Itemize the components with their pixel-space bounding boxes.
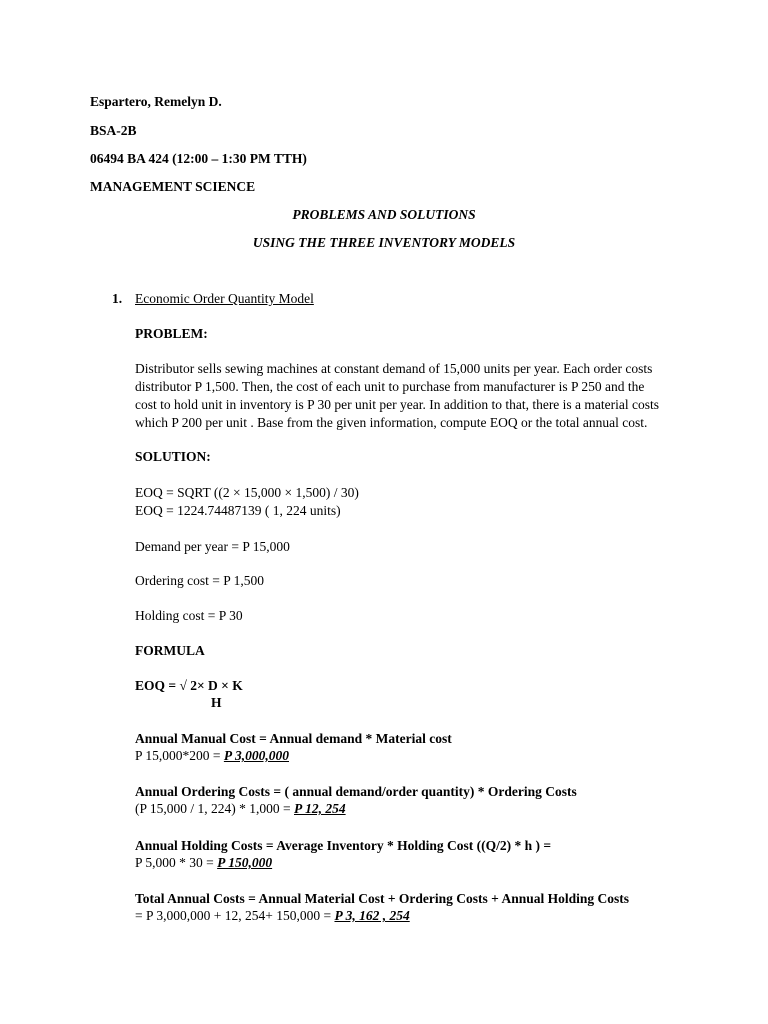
course-code: 06494 BA 424 (12:00 – 1:30 PM TTH) xyxy=(90,151,307,166)
total-cost-label: Total Annual Costs = Annual Material Cost + Ordering Costs + Annual Holding Costs xyxy=(135,891,630,906)
author-name: Espartero, Remelyn D. xyxy=(90,94,222,109)
annual-manual-expression: P 15,000*200 = xyxy=(135,748,224,763)
problem-line-1: Distributor sells sewing machines at constant demand of 15,000 units per year. Each order costs xyxy=(135,361,653,376)
total-cost-calc xyxy=(135,907,410,925)
problem-line-2: distributor P 1,500. Then, the cost of each unit to purchase from manufacturer is P 250 and the xyxy=(135,379,645,394)
annual-holding-result: P 150,000 xyxy=(217,855,273,870)
eoq-formula-denominator: H xyxy=(211,695,222,710)
annual-holding-label: Annual Holding Costs = Average Inventory * Holding Cost ((Q/2) * h ) = xyxy=(135,838,552,853)
eoq-result: EOQ = 1224.74487139 ( 1, 224 units) xyxy=(135,503,341,518)
item-number: 1. xyxy=(112,291,123,306)
annual-manual-result: P 3,000,000 xyxy=(223,748,289,763)
eoq-expression: EOQ = SQRT ((2 × 15,000 × 1,500) / 30) xyxy=(135,485,359,500)
solution-label: SOLUTION: xyxy=(135,449,211,464)
problem-line-3: cost to hold unit in inventory is P 30 per unit per year. In addition to that, there is a material costs xyxy=(135,397,660,412)
annual-ordering-expression: (P 15,000 / 1, 224) * 1,000 = xyxy=(135,801,294,816)
problem-label: PROBLEM: xyxy=(135,326,208,341)
total-cost-expression: = P 3,000,000 + 12, 254+ 150,000 = xyxy=(135,908,335,923)
annual-holding-calc xyxy=(135,854,272,872)
holding-cost-value: Holding cost = P 30 xyxy=(135,608,243,623)
annual-ordering-result: P 12, 254 xyxy=(294,801,346,816)
annual-ordering-calc xyxy=(135,800,346,818)
problem-line-4: which P 200 per unit . Base from the given information, compute EOQ or the total annual cost. xyxy=(135,415,648,430)
item-heading: Economic Order Quantity Model xyxy=(135,291,314,306)
title-line-1: PROBLEMS AND SOLUTIONS xyxy=(292,207,476,222)
annual-ordering-label: Annual Ordering Costs = ( annual demand/order quantity) * Ordering Costs xyxy=(135,784,577,799)
formula-label: FORMULA xyxy=(135,643,205,658)
demand-value: Demand per year = P 15,000 xyxy=(135,539,290,554)
section-label: BSA-2B xyxy=(90,123,137,138)
ordering-cost-value: Ordering cost = P 1,500 xyxy=(135,573,264,588)
annual-holding-expression: P 5,000 * 30 = xyxy=(135,855,218,870)
annual-manual-calc xyxy=(135,747,289,765)
annual-manual-label: Annual Manual Cost = Annual demand * Material cost xyxy=(135,731,452,746)
subject-title: MANAGEMENT SCIENCE xyxy=(90,179,256,194)
title-line-2: USING THE THREE INVENTORY MODELS xyxy=(252,235,516,250)
eoq-formula-numerator: EOQ = √ 2× D × K xyxy=(135,678,243,693)
total-cost-result: P 3, 162 , 254 xyxy=(334,908,410,923)
